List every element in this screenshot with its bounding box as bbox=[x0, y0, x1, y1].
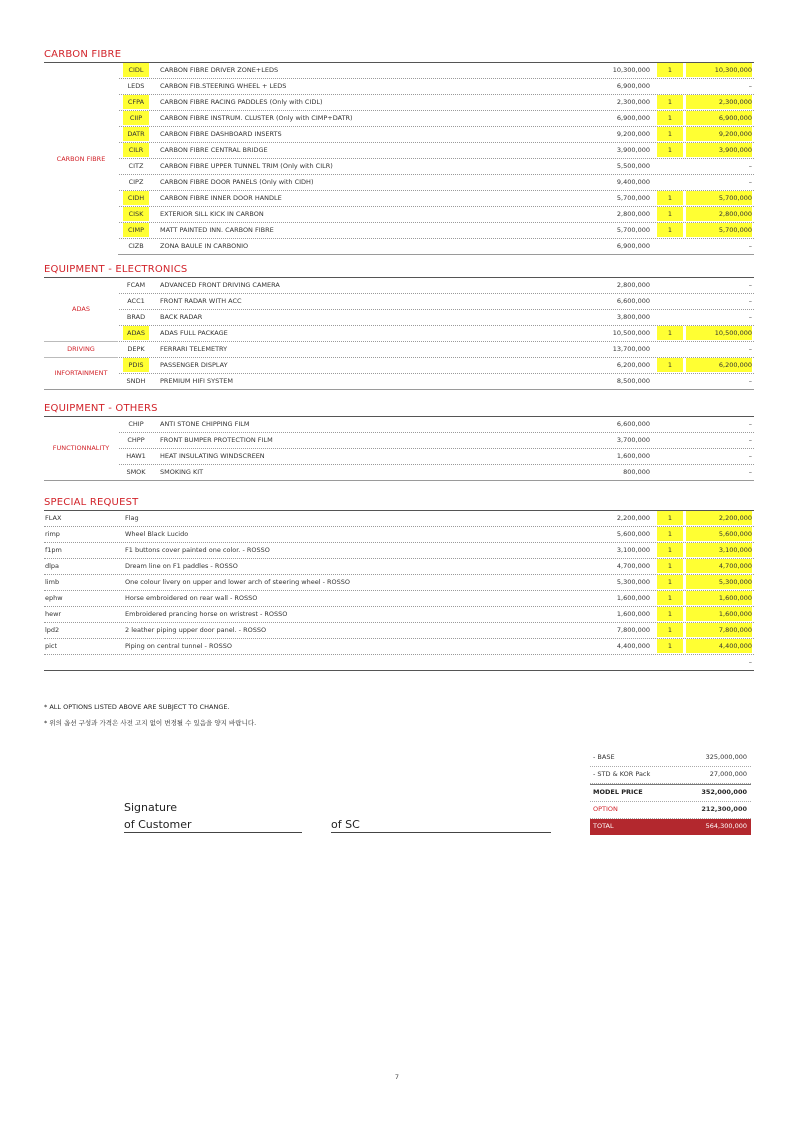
option-price: 1,600,000 bbox=[616, 610, 650, 618]
option-code: PDIS bbox=[123, 358, 149, 372]
pack-value: 27,000,000 bbox=[709, 770, 747, 778]
option-total: 6,200,000 bbox=[686, 358, 752, 372]
option-description: FRONT BUMPER PROTECTION FILM bbox=[160, 436, 273, 444]
option-qty: 1 bbox=[657, 95, 683, 109]
option-qty: 1 bbox=[657, 527, 683, 541]
option-price: 4,700,000 bbox=[616, 562, 650, 570]
total-row bbox=[590, 819, 751, 835]
option-code: CHIP bbox=[128, 420, 144, 428]
group-label: FUNCTIONNALITY bbox=[44, 417, 118, 480]
option-total: – bbox=[748, 468, 752, 476]
price-summary bbox=[590, 750, 751, 835]
option-total: 2,300,000 bbox=[686, 95, 752, 109]
option-total: 5,300,000 bbox=[686, 575, 752, 589]
option-description: Flag bbox=[125, 514, 139, 522]
option-code: SNDH bbox=[126, 377, 146, 385]
group-label: DRIVING bbox=[44, 342, 118, 357]
option-code: f1pm bbox=[45, 546, 62, 554]
option-price: 4,400,000 bbox=[616, 642, 650, 650]
option-price: 10,300,000 bbox=[612, 66, 650, 74]
option-total: 3,900,000 bbox=[686, 143, 752, 157]
option-code: SMOK bbox=[126, 468, 146, 476]
option-description: EXTERIOR SILL KICK IN CARBON bbox=[160, 210, 264, 218]
option-price: 2,200,000 bbox=[616, 514, 650, 522]
option-qty: 1 bbox=[657, 207, 683, 221]
option-description: CARBON FIBRE RACING PADDLES (Only with CIDL) bbox=[160, 98, 323, 106]
table-row bbox=[44, 191, 754, 207]
note-korean: * 위의 옵션 구성과 가격은 사전 고지 없이 변경될 수 있음을 양지 바랍니다. bbox=[44, 719, 257, 727]
model-label: MODEL PRICE bbox=[593, 788, 643, 796]
table-row bbox=[44, 623, 754, 639]
option-price: 10,500,000 bbox=[612, 329, 650, 337]
option-total: – bbox=[748, 436, 752, 444]
option-code: lpd2 bbox=[45, 626, 60, 634]
others-table bbox=[44, 417, 754, 481]
option-description: Embroidered prancing horse on wristrest - ROSSO bbox=[125, 610, 288, 618]
option-total: 6,900,000 bbox=[686, 111, 752, 125]
option-qty: 1 bbox=[657, 559, 683, 573]
base-label: - BASE bbox=[593, 753, 615, 761]
option-qty: 1 bbox=[657, 63, 683, 77]
option-description: Horse embroidered on rear wall - ROSSO bbox=[125, 594, 258, 602]
option-description: BACK RADAR bbox=[160, 313, 203, 321]
total-value: 564,300,000 bbox=[705, 822, 747, 830]
option-description: CARBON FIBRE DOOR PANELS (Only with CIDH) bbox=[160, 178, 314, 186]
table-row bbox=[44, 433, 754, 449]
pack-label: - STD & KOR Pack bbox=[593, 770, 651, 778]
table-row bbox=[44, 159, 754, 175]
option-code: BRAD bbox=[126, 313, 146, 321]
option-qty: 1 bbox=[657, 639, 683, 653]
option-price: 5,700,000 bbox=[616, 226, 650, 234]
option-code: FLAX bbox=[45, 514, 62, 522]
option-description: FRONT RADAR WITH ACC bbox=[160, 297, 242, 305]
table-row bbox=[44, 342, 754, 358]
option-code: CIDL bbox=[123, 63, 149, 77]
option-qty: 1 bbox=[657, 223, 683, 237]
option-description: One colour livery on upper and lower arch of steering wheel - ROSSO bbox=[125, 578, 350, 586]
option-qty: 1 bbox=[657, 127, 683, 141]
option-value: 212,300,000 bbox=[701, 805, 747, 813]
table-row bbox=[44, 449, 754, 465]
option-total: – bbox=[748, 377, 752, 385]
option-description: CARBON FIBRE DRIVER ZONE+LEDS bbox=[160, 66, 279, 74]
option-code: ADAS bbox=[123, 326, 149, 340]
option-price: 8,500,000 bbox=[616, 377, 650, 385]
carbon-table bbox=[44, 63, 754, 255]
option-description: 2 leather piping upper door panel. - ROSSO bbox=[125, 626, 267, 634]
option-code: ephw bbox=[45, 594, 63, 602]
table-row bbox=[44, 223, 754, 239]
section-title: EQUIPMENT - OTHERS bbox=[44, 402, 754, 417]
model-value: 352,000,000 bbox=[701, 788, 747, 796]
option-qty: 1 bbox=[657, 326, 683, 340]
option-description: CARBON FIBRE INNER DOOR HANDLE bbox=[160, 194, 282, 202]
option-price: 800,000 bbox=[623, 468, 650, 476]
option-total: 5,700,000 bbox=[686, 191, 752, 205]
table-row bbox=[44, 326, 754, 342]
option-price: 13,700,000 bbox=[612, 345, 650, 353]
option-total: 1,600,000 bbox=[686, 607, 752, 621]
option-total: – bbox=[748, 658, 752, 666]
table-row bbox=[44, 175, 754, 191]
option-description: Piping on central tunnel - ROSSO bbox=[125, 642, 232, 650]
table-row bbox=[44, 207, 754, 223]
table-row bbox=[44, 143, 754, 159]
option-price: 9,400,000 bbox=[616, 178, 650, 186]
pack-row bbox=[590, 767, 751, 784]
note-change: * ALL OPTIONS LISTED ABOVE ARE SUBJECT TO CHANGE. bbox=[44, 703, 230, 711]
option-price: 5,600,000 bbox=[616, 530, 650, 538]
table-row bbox=[44, 278, 754, 294]
table-row bbox=[44, 79, 754, 95]
option-code: CIZB bbox=[128, 242, 144, 250]
others-section bbox=[44, 402, 754, 481]
table-row bbox=[44, 655, 754, 671]
option-qty: 1 bbox=[657, 111, 683, 125]
option-code: CITZ bbox=[128, 162, 144, 170]
table-row bbox=[44, 591, 754, 607]
option-price: 2,800,000 bbox=[616, 281, 650, 289]
group-label: INFORTAINMENT bbox=[44, 358, 118, 389]
option-total: 9,200,000 bbox=[686, 127, 752, 141]
option-description: MATT PAINTED INN. CARBON FIBRE bbox=[160, 226, 274, 234]
option-description: Dream line on F1 paddles - ROSSO bbox=[125, 562, 238, 570]
option-code: CILR bbox=[123, 143, 149, 157]
table-row bbox=[44, 559, 754, 575]
option-code: DATR bbox=[123, 127, 149, 141]
option-label: OPTION bbox=[593, 805, 618, 813]
option-price: 6,600,000 bbox=[616, 420, 650, 428]
table-row bbox=[44, 239, 754, 255]
option-price: 6,200,000 bbox=[616, 361, 650, 369]
table-row bbox=[44, 358, 754, 374]
special-table bbox=[44, 511, 754, 671]
option-description: CARBON FIBRE UPPER TUNNEL TRIM (Only with CILR) bbox=[160, 162, 333, 170]
option-description: PASSENGER DISPLAY bbox=[160, 361, 228, 369]
sc-label: of SC bbox=[331, 818, 360, 831]
option-price: 5,300,000 bbox=[616, 578, 650, 586]
option-description: FERRARI TELEMETRY bbox=[160, 345, 228, 353]
option-qty: 1 bbox=[657, 143, 683, 157]
carbon-fibre-section bbox=[44, 48, 754, 255]
table-row bbox=[44, 95, 754, 111]
option-total: – bbox=[748, 242, 752, 250]
option-qty: 1 bbox=[657, 358, 683, 372]
option-code: CFPA bbox=[123, 95, 149, 109]
option-description: HEAT INSULATING WINDSCREEN bbox=[160, 452, 265, 460]
option-description: PREMIUM HIFI SYSTEM bbox=[160, 377, 233, 385]
table-row bbox=[44, 575, 754, 591]
option-price: 5,700,000 bbox=[616, 194, 650, 202]
option-total: 5,600,000 bbox=[686, 527, 752, 541]
base-value: 325,000,000 bbox=[705, 753, 747, 761]
option-code: FCAM bbox=[126, 281, 146, 289]
option-price: 3,900,000 bbox=[616, 146, 650, 154]
customer-label: of Customer bbox=[124, 818, 192, 831]
option-total: – bbox=[748, 162, 752, 170]
option-total: – bbox=[748, 345, 752, 353]
table-row bbox=[44, 111, 754, 127]
option-code: DEPK bbox=[127, 345, 145, 353]
option-code: CIDH bbox=[123, 191, 149, 205]
option-total: 4,700,000 bbox=[686, 559, 752, 573]
option-total: – bbox=[748, 313, 752, 321]
option-price: 3,100,000 bbox=[616, 546, 650, 554]
special-request-section bbox=[44, 496, 754, 671]
option-price: 5,500,000 bbox=[616, 162, 650, 170]
option-description: CARBON FIBRE DASHBOARD INSERTS bbox=[160, 130, 282, 138]
option-description: F1 buttons cover painted one color. - ROSSO bbox=[125, 546, 270, 554]
option-qty: 1 bbox=[657, 543, 683, 557]
option-price: 3,800,000 bbox=[616, 313, 650, 321]
option-total: 10,500,000 bbox=[686, 326, 752, 340]
option-row bbox=[590, 802, 751, 819]
page-number: 7 bbox=[394, 1073, 400, 1081]
option-code: rimp bbox=[45, 530, 60, 538]
option-total: 2,800,000 bbox=[686, 207, 752, 221]
signature-label: Signature bbox=[124, 801, 178, 814]
option-price: 6,900,000 bbox=[616, 82, 650, 90]
option-total: 5,700,000 bbox=[686, 223, 752, 237]
option-qty: 1 bbox=[657, 607, 683, 621]
table-row bbox=[44, 417, 754, 433]
option-description: ZONA BAULE IN CARBONIO bbox=[160, 242, 249, 250]
section-title: CARBON FIBRE bbox=[44, 48, 754, 63]
table-row bbox=[44, 127, 754, 143]
option-total: – bbox=[748, 452, 752, 460]
base-row bbox=[590, 750, 751, 767]
table-row bbox=[44, 294, 754, 310]
table-row bbox=[44, 310, 754, 326]
group-label: CARBON FIBRE bbox=[44, 63, 118, 255]
option-total: 7,800,000 bbox=[686, 623, 752, 637]
option-code: CIIP bbox=[123, 111, 149, 125]
option-total: – bbox=[748, 281, 752, 289]
option-total: 4,400,000 bbox=[686, 639, 752, 653]
option-price: 1,600,000 bbox=[616, 452, 650, 460]
option-code: CIMP bbox=[123, 223, 149, 237]
option-total: 2,200,000 bbox=[686, 511, 752, 525]
option-qty: 1 bbox=[657, 623, 683, 637]
electronics-section bbox=[44, 263, 754, 390]
option-code: CISK bbox=[123, 207, 149, 221]
option-code: ACC1 bbox=[127, 297, 145, 305]
option-total: – bbox=[748, 420, 752, 428]
table-row bbox=[44, 63, 754, 79]
option-total: – bbox=[748, 82, 752, 90]
option-description: CARBON FIBRE INSTRUM. CLUSTER (Only with CIMP+DATR) bbox=[160, 114, 353, 122]
model-price-row bbox=[590, 784, 751, 802]
option-total: 1,600,000 bbox=[686, 591, 752, 605]
option-price: 6,900,000 bbox=[616, 114, 650, 122]
option-qty: 1 bbox=[657, 511, 683, 525]
option-total: – bbox=[748, 178, 752, 186]
option-description: Wheel Black Lucido bbox=[125, 530, 189, 538]
option-qty: 1 bbox=[657, 575, 683, 589]
option-description: ADVANCED FRONT DRIVING CAMERA bbox=[160, 281, 280, 289]
group-label: ADAS bbox=[44, 278, 118, 341]
option-price: 3,700,000 bbox=[616, 436, 650, 444]
option-qty: 1 bbox=[657, 591, 683, 605]
table-row bbox=[44, 527, 754, 543]
option-price: 9,200,000 bbox=[616, 130, 650, 138]
sc-signature-line[interactable] bbox=[331, 832, 551, 833]
section-title: EQUIPMENT - ELECTRONICS bbox=[44, 263, 754, 278]
option-code: pict bbox=[45, 642, 58, 650]
table-row bbox=[44, 607, 754, 623]
option-description: CARBON FIB.STEERING WHEEL + LEDS bbox=[160, 82, 287, 90]
option-price: 1,600,000 bbox=[616, 594, 650, 602]
notes bbox=[44, 700, 256, 732]
option-code: limb bbox=[45, 578, 60, 586]
option-total: – bbox=[748, 297, 752, 305]
total-label: TOTAL bbox=[593, 822, 614, 830]
option-code: HAW1 bbox=[126, 452, 146, 460]
option-price: 2,800,000 bbox=[616, 210, 650, 218]
option-price: 6,600,000 bbox=[616, 297, 650, 305]
table-row bbox=[44, 465, 754, 481]
option-price: 6,900,000 bbox=[616, 242, 650, 250]
table-row bbox=[44, 511, 754, 527]
option-description: CARBON FIBRE CENTRAL BRIDGE bbox=[160, 146, 268, 154]
option-description: ADAS FULL PACKAGE bbox=[160, 329, 228, 337]
electronics-table bbox=[44, 278, 754, 390]
option-code: CIPZ bbox=[128, 178, 144, 186]
customer-signature-line[interactable] bbox=[124, 832, 302, 833]
option-code: hewr bbox=[45, 610, 62, 618]
option-qty: 1 bbox=[657, 191, 683, 205]
table-row bbox=[44, 374, 754, 390]
table-row bbox=[44, 639, 754, 655]
option-code: LEDS bbox=[127, 82, 145, 90]
option-total: 3,100,000 bbox=[686, 543, 752, 557]
option-description: ANTI STONE CHIPPING FILM bbox=[160, 420, 250, 428]
section-title: SPECIAL REQUEST bbox=[44, 496, 754, 511]
table-row bbox=[44, 543, 754, 559]
option-price: 7,800,000 bbox=[616, 626, 650, 634]
option-total: 10,300,000 bbox=[686, 63, 752, 77]
option-description: SMOKING KIT bbox=[160, 468, 204, 476]
option-code: dlpa bbox=[45, 562, 60, 570]
option-price: 2,300,000 bbox=[616, 98, 650, 106]
option-code: CHPP bbox=[127, 436, 145, 444]
